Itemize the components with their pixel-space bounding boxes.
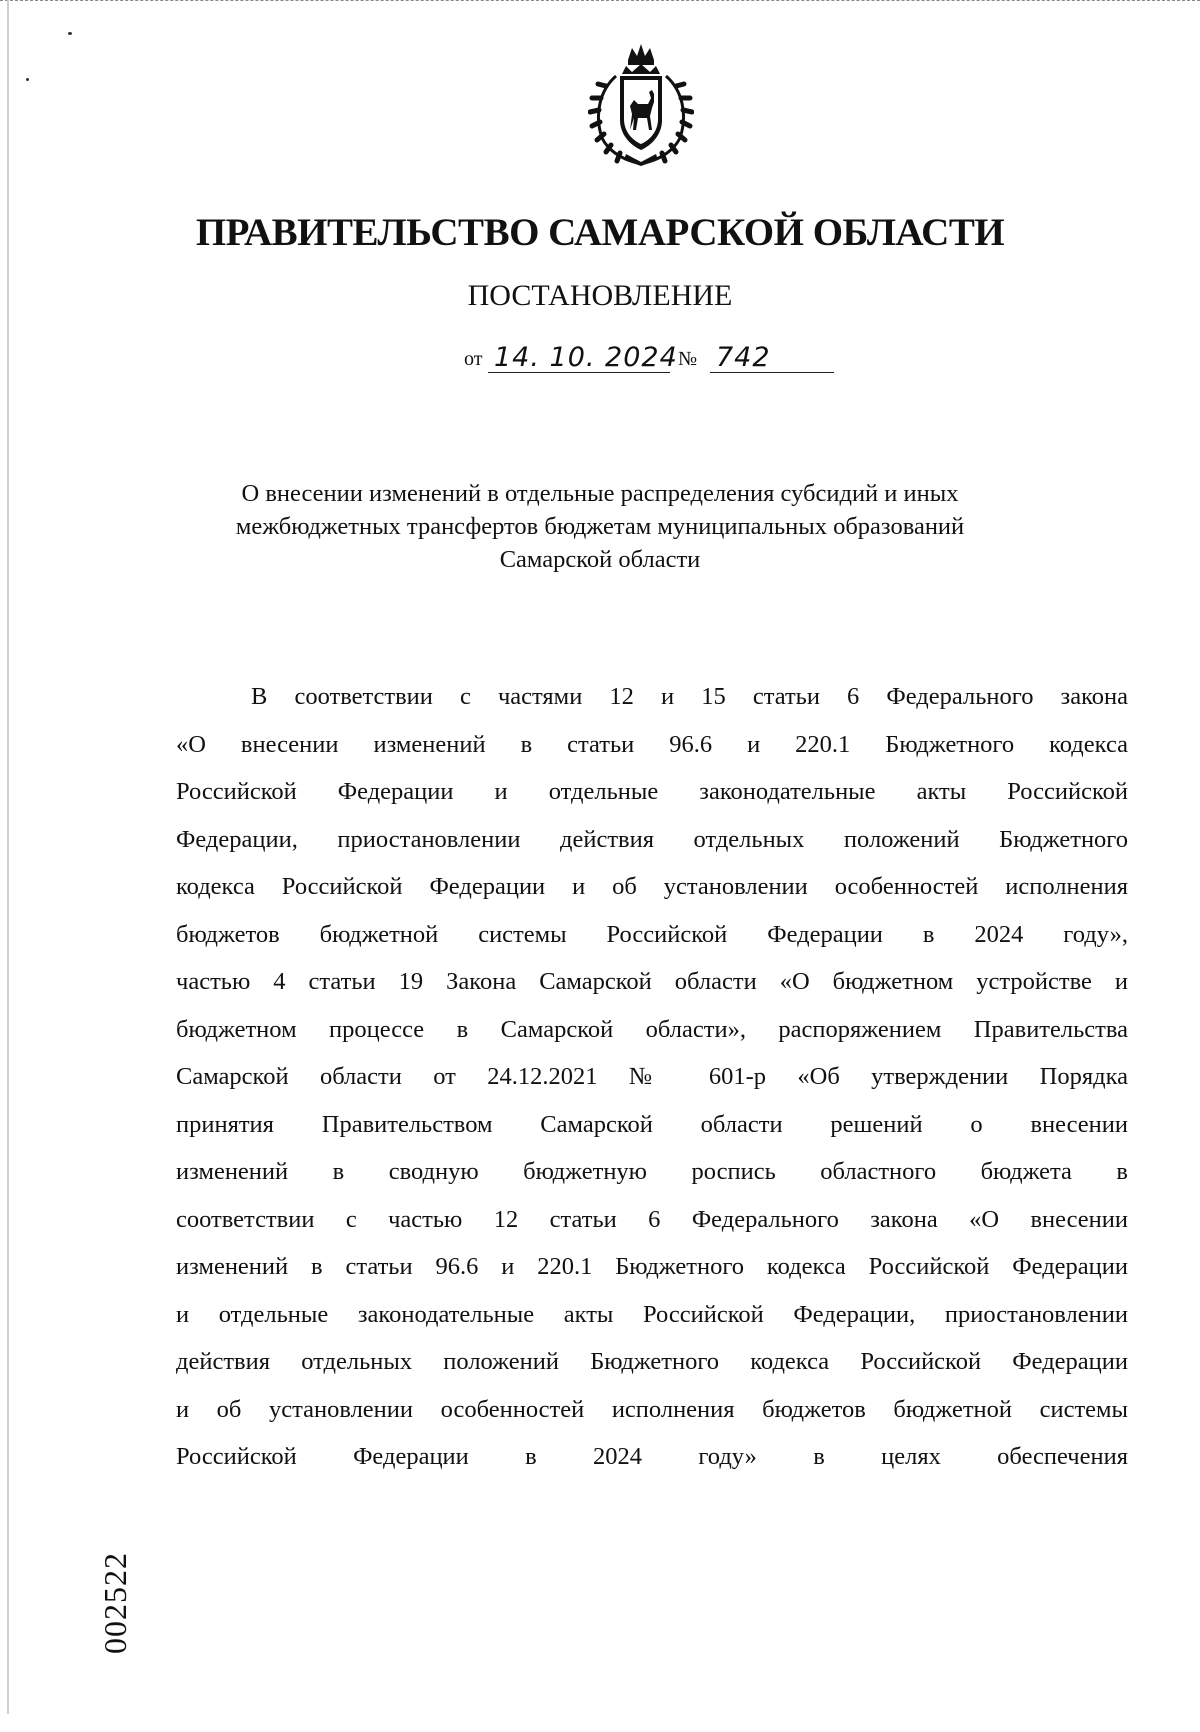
body-line: Самарской области от 24.12.2021 № 601-р «Об утверждении Порядка xyxy=(176,1063,1128,1090)
government-title: ПРАВИТЕЛЬСТВО САМАРСКОЙ ОБЛАСТИ xyxy=(195,211,1005,254)
date-number-line xyxy=(464,335,864,375)
handwritten-number: 742 xyxy=(716,342,771,373)
body-line: кодекса Российской Федерации и об установлении особенностей исполнения xyxy=(176,873,1128,900)
margin-stamp-number: 002522 xyxy=(97,1552,133,1654)
body-line: бюджетов бюджетной системы Российской Федерации в 2024 году», xyxy=(176,920,1128,948)
body-line: В соответствии с частями 12 и 15 статьи 6 Федерального закона xyxy=(251,683,1128,710)
subject-line: О внесении изменений в отдельные распределения субсидий и иных xyxy=(241,480,959,507)
body-line: «О внесении изменений в статьи 96.6 и 220.1 Бюджетного кодекса xyxy=(176,730,1128,758)
scan-speck xyxy=(26,78,29,81)
handwritten-date: 14. 10. 2024 xyxy=(494,342,678,373)
subject-line: межбюджетных трансфертов бюджетам муниципальных образований xyxy=(235,513,965,540)
document-type: ПОСТАНОВЛЕНИЕ xyxy=(467,279,733,312)
body-line: частью 4 статьи 19 Закона Самарской области «О бюджетном устройстве и xyxy=(176,968,1128,995)
body-line: соответствии с частью 12 статьи 6 Федерального закона «О внесении xyxy=(176,1205,1128,1233)
scan-speck xyxy=(68,32,72,35)
body-line: бюджетном процессе в Самарской области», распоряжением Правительства xyxy=(176,1015,1128,1043)
number-prefix: № xyxy=(678,348,698,370)
subject-line: Самарской области xyxy=(499,546,701,573)
margin-stamp xyxy=(97,1552,137,1732)
scan-top-edge xyxy=(0,0,1200,4)
body-line: Российской Федерации в 2024 году» в целях обеспечения xyxy=(176,1443,1128,1470)
body-line: и об установлении особенностей исполнения бюджетов бюджетной системы xyxy=(176,1395,1128,1423)
samara-coat-of-arms-icon xyxy=(588,42,694,166)
body-line: Российской Федерации и отдельные законодательные акты Российской xyxy=(176,778,1128,805)
body-line: изменений в статьи 96.6 и 220.1 Бюджетного кодекса Российской Федерации xyxy=(176,1253,1128,1280)
body-line: действия отдельных положений Бюджетного кодекса Российской Федерации xyxy=(176,1348,1128,1375)
date-prefix: от xyxy=(464,348,483,370)
document-body xyxy=(176,673,1128,1481)
body-line: и отдельные законодательные акты Российской Федерации, приостановлении xyxy=(176,1300,1128,1328)
document-subject xyxy=(180,477,1020,576)
body-line: изменений в сводную бюджетную роспись областного бюджета в xyxy=(176,1158,1128,1185)
body-line: Федерации, приостановлении действия отдельных положений Бюджетного xyxy=(176,825,1128,853)
body-line: принятия Правительством Самарской области решений о внесении xyxy=(176,1110,1128,1138)
